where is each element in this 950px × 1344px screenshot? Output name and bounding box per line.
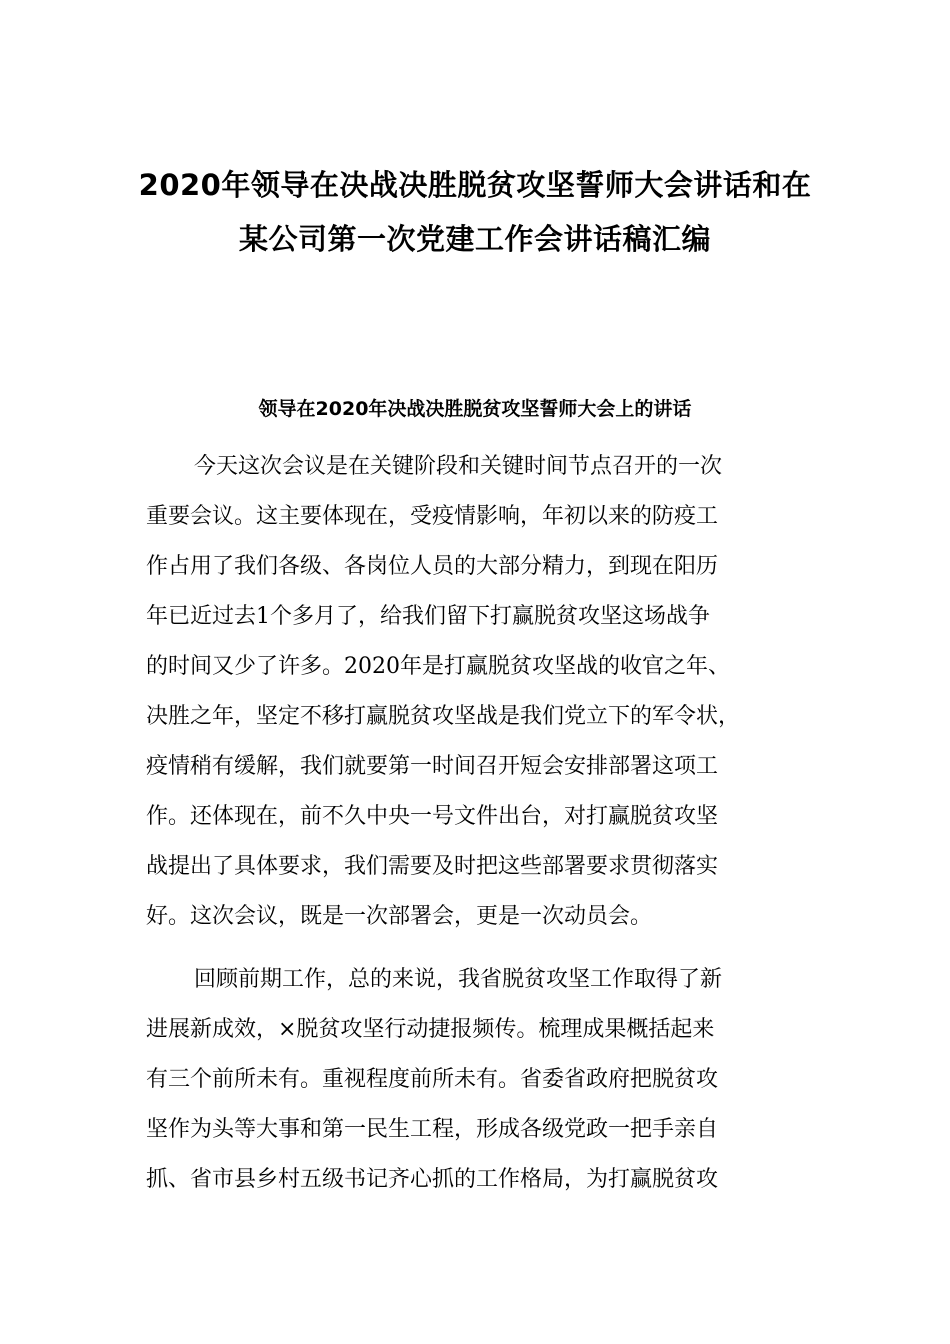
paragraph-line: 进展新成效，×脱贫攻坚行动捷报频传。梳理成果概括起来 bbox=[146, 1017, 715, 1042]
document-title bbox=[100, 158, 850, 266]
paragraph-line: 抓、省市县乡村五级书记齐心抓的工作格局，为打赢脱贫攻 bbox=[146, 1167, 719, 1192]
paragraph-1 bbox=[146, 442, 806, 942]
paragraph-line: 坚作为头等大事和第一民生工程，形成各级党政一把手亲自 bbox=[146, 1117, 719, 1142]
paragraph-line: 有三个前所未有。重视程度前所未有。省委省政府把脱贫攻 bbox=[146, 1067, 719, 1092]
document-title-line: 2020年领导在决战决胜脱贫攻坚誓师大会讲话和在 bbox=[138, 168, 812, 202]
paragraph-line: 今天这次会议是在关键阶段和关键时间节点召开的一次 bbox=[194, 454, 723, 479]
document-title-line: 某公司第一次党建工作会讲话稿汇编 bbox=[238, 222, 711, 256]
paragraph-line: 决胜之年，坚定不移打赢脱贫攻坚战是我们党立下的军令状， bbox=[146, 704, 741, 729]
section-title: 领导在2020年决战决胜脱贫攻坚誓师大会上的讲话 bbox=[258, 398, 692, 420]
paragraph-line: 回顾前期工作，总的来说，我省脱贫攻坚工作取得了新 bbox=[194, 967, 723, 992]
paragraph-line: 好。这次会议，既是一次部署会，更是一次动员会。 bbox=[146, 904, 653, 929]
paragraph-line: 疫情稍有缓解，我们就要第一时间召开短会安排部署这项工 bbox=[146, 754, 719, 779]
paragraph-line: 作占用了我们各级、各岗位人员的大部分精力，到现在阳历 bbox=[146, 554, 719, 579]
paragraph-line: 战提出了具体要求，我们需要及时把这些部署要求贯彻落实 bbox=[146, 854, 719, 879]
paragraph-line: 作。还体现在，前不久中央一号文件出台，对打赢脱贫攻坚 bbox=[146, 804, 719, 829]
paragraph-line: 的时间又少了许多。2020年是打赢脱贫攻坚战的收官之年、 bbox=[146, 654, 730, 679]
paragraph-2 bbox=[146, 955, 806, 1205]
paragraph-line: 年已近过去1个多月了，给我们留下打赢脱贫攻坚这场战争 bbox=[146, 604, 710, 629]
paragraph-line: 重要会议。这主要体现在，受疫情影响，年初以来的防疫工 bbox=[146, 504, 719, 529]
